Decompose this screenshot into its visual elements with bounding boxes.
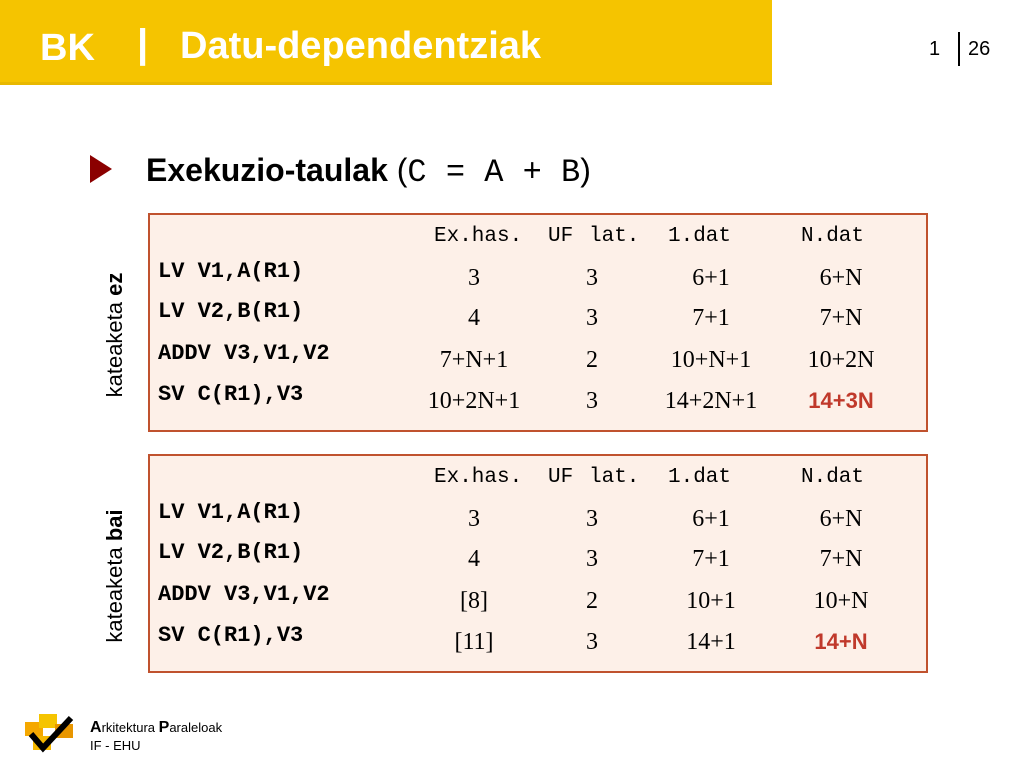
cell-ex: 7+N+1 [439,347,509,373]
side-label-bold: bai [102,509,127,542]
instruction-cell: SV C(R1),V3 [158,623,304,648]
cell-n: 6+N [819,506,863,532]
cell-ex: 3 [468,265,480,291]
cell-ex: 4 [468,546,480,572]
cell-n: 6+N [819,265,863,291]
cell-ex: 4 [468,305,480,331]
cell-first: 6+1 [692,265,730,291]
cell-lat: 3 [586,629,598,655]
footer-word-2: araleloak [169,720,223,735]
footer-course-name [90,719,222,737]
cell-ex: 10+2N+1 [427,388,521,414]
footer-initial-p: P [158,719,170,736]
course-code: BK [40,27,95,69]
instruction-cell: LV V2,B(R1) [158,299,304,324]
cell-first: 7+1 [692,305,730,331]
cell-lat: 3 [586,265,598,291]
slide-number: 1 [929,38,941,60]
cell-n: 10+2N [807,347,875,373]
cell-first: 14+1 [686,629,736,655]
cell-first: 14+2N+1 [664,388,758,414]
footer-institution: IF - EHU [90,738,141,753]
cell-n: 10+N [813,588,869,614]
slide-total: 26 [968,38,991,60]
heading-close-paren: ) [580,152,591,188]
side-label-text: kateaketa [102,541,127,643]
instruction-cell: ADDV V3,V1,V2 [158,341,330,366]
column-header: Ex.has. [434,466,523,489]
cell-lat: 3 [586,305,598,331]
instruction-cell: SV C(R1),V3 [158,382,304,407]
cell-ex: [8] [460,588,488,614]
column-header: UF [548,466,574,489]
cell-first: 10+1 [686,588,736,614]
column-header: lat. [589,466,640,489]
column-header: N.dat [801,466,865,489]
cell-ex: [11] [454,629,494,655]
column-header: lat. [589,225,640,248]
column-header: UF [548,225,574,248]
heading-open-paren: ( [387,152,408,188]
heading-formula: C = A + B [407,154,581,191]
cell-lat: 3 [586,506,598,532]
cell-n: 14+3N [808,388,874,413]
slide-heading [146,152,591,191]
university-logo [25,714,75,754]
cell-lat: 2 [586,347,598,373]
cell-first: 7+1 [692,546,730,572]
footer-initial-a: A [90,719,102,736]
slide-title: Datu-dependentziak [180,25,542,67]
cell-lat: 2 [586,588,598,614]
cell-lat: 3 [586,546,598,572]
side-label-text: kateaketa [102,295,127,398]
cell-ex: 3 [468,506,480,532]
bullet-arrow-icon [90,155,112,183]
page-separator [958,32,960,66]
cell-n: 14+N [814,629,868,654]
cell-n: 7+N [819,305,863,331]
side-label-chaining [102,466,128,686]
cell-lat: 3 [586,388,598,414]
cell-n: 7+N [819,546,863,572]
column-header: Ex.has. [434,225,523,248]
column-header: 1.dat [668,466,732,489]
instruction-cell: ADDV V3,V1,V2 [158,582,330,607]
side-label-bold: ez [102,272,127,296]
instruction-cell: LV V2,B(R1) [158,540,304,565]
heading-bold: Exekuzio-taulak [146,152,388,188]
title-separator: | [137,22,149,66]
column-header: N.dat [801,225,865,248]
instruction-cell: LV V1,A(R1) [158,500,304,525]
cell-first: 10+N+1 [670,347,752,373]
side-label-no-chaining [102,225,128,445]
cell-first: 6+1 [692,506,730,532]
instruction-cell: LV V1,A(R1) [158,259,304,284]
column-header: 1.dat [668,225,732,248]
footer-word-1: rkitektura [101,720,159,735]
